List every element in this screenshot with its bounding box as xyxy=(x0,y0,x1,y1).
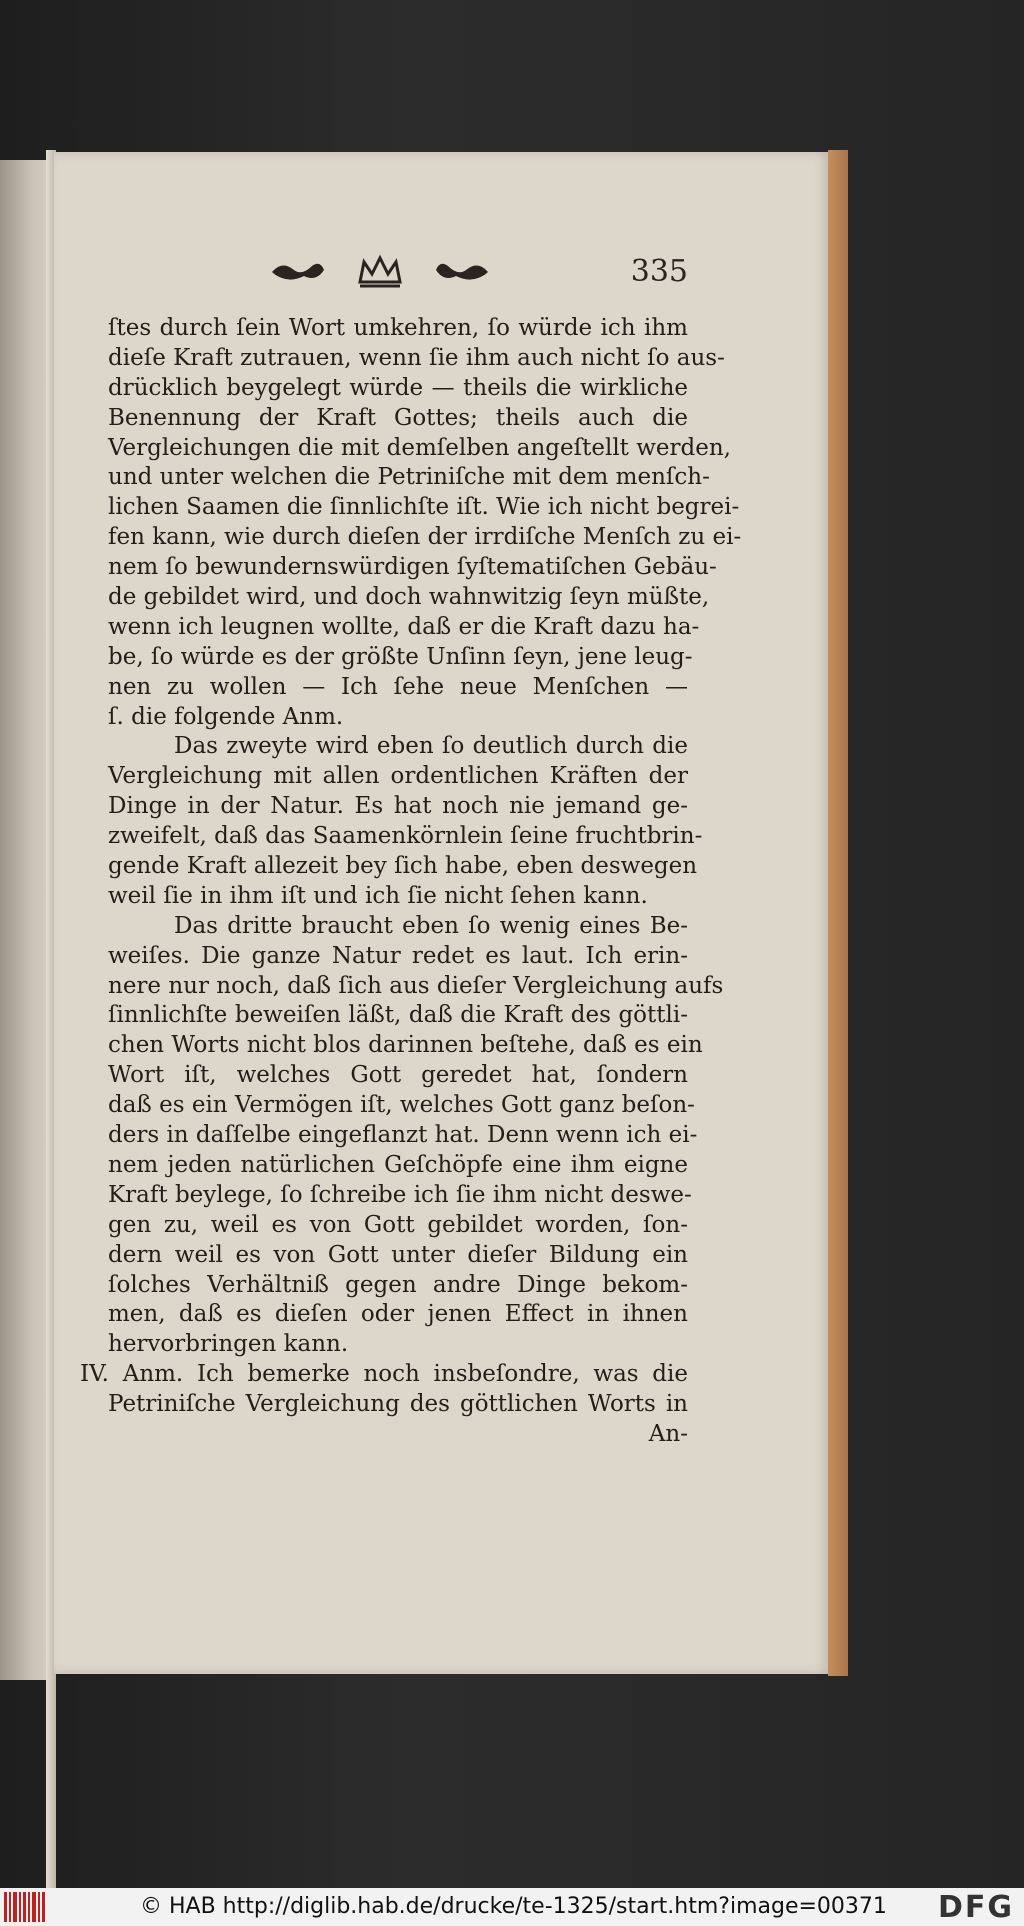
text-line: drücklich beygelegt würde — theils die wirkliche xyxy=(108,374,688,401)
text-line: IV. Anm. Ich bemerke noch insbeſondre, was die xyxy=(80,1361,688,1388)
text-line: de gebildet wird, und doch wahnwitzig ſeyn müßte, xyxy=(108,584,710,611)
text-line: lichen Saamen die ſinnlichſte iſt. Wie ich nicht begrei- xyxy=(108,494,740,521)
text-line: gen zu, weil es von Gott gebildet worden, ſon- xyxy=(108,1211,688,1238)
text-line: hervorbringen kann. xyxy=(108,1331,349,1358)
text-line: Benennung der Kraft Gottes; theils auch die xyxy=(108,404,688,431)
text-line: fen kann, wie durch dieſen der irrdiſche Menſch zu ei- xyxy=(108,524,742,551)
barcode-icon xyxy=(4,1892,48,1922)
crown-ornament-icon xyxy=(356,252,404,292)
text-line: chen Worts nicht blos darinnen beſtehe, daß es ein xyxy=(108,1032,703,1059)
text-line: weil ſie in ihm iſt und ich ſie nicht ſehen kann. xyxy=(108,882,648,909)
page-header xyxy=(268,252,688,296)
copyright-link[interactable]: © HAB http://diglib.hab.de/drucke/te-1325/start.htm?image=00371 xyxy=(140,1894,887,1919)
text-line: men, daß es dieſen oder jenen Effect in ihnen xyxy=(108,1301,688,1328)
text-line: nen zu wollen — Ich ſehe neue Menſchen — xyxy=(108,673,688,700)
text-line: Dinge in der Natur. Es hat noch nie jemand ge- xyxy=(108,793,688,820)
text-line: Das zweyte wird eben ſo deutlich durch die xyxy=(174,733,688,760)
text-line: nem ſo bewundernswürdigen ſyſtematiſchen Gebäu- xyxy=(108,554,717,581)
viewer-footer xyxy=(0,1888,1024,1926)
page-edge xyxy=(828,150,848,1676)
catchword: An- xyxy=(648,1420,688,1447)
text-line: wenn ich leugnen wollte, daß er die Kraft dazu ha- xyxy=(108,613,700,640)
facing-page-edge xyxy=(0,160,52,1680)
text-line: Das dritte braucht eben ſo wenig eines Be- xyxy=(174,912,688,939)
text-line: gende Kraft allezeit bey ſich habe, eben deswegen xyxy=(108,853,698,880)
text-line: zweifelt, daß das Saamenkörnlein ſeine fruchtbrin- xyxy=(108,823,703,850)
body-text xyxy=(80,314,742,1450)
text-line: dern weil es von Gott unter dieſer Bildung ein xyxy=(108,1241,688,1268)
text-line: ſtes durch ſein Wort umkehren, ſo würde ich ihm xyxy=(108,315,688,341)
text-line: Kraft beylege, ſo ſchreibe ich ſie ihm nicht deswe- xyxy=(108,1181,692,1208)
ornament-left-icon xyxy=(268,252,328,292)
text-line: ſolches Verhältniß gegen andre Dinge bekom- xyxy=(108,1271,688,1298)
text-line: ders in daſſelbe eingeflanzt hat. Denn wenn ich ei- xyxy=(108,1122,698,1149)
text-line: daß es ein Vermögen iſt, welches Gott ganz beſon- xyxy=(108,1092,695,1119)
ornament-right-icon xyxy=(432,252,492,292)
text-line: be, ſo würde es der größte Unſinn ſeyn, jene leug- xyxy=(108,643,693,670)
text-line: Wort iſt, welches Gott geredet hat, ſondern xyxy=(108,1062,688,1089)
dfg-logo: DFG xyxy=(937,1890,1014,1925)
page-number: 335 xyxy=(630,254,688,289)
text-line: ſinnlichſte beweiſen läßt, daß die Kraft des göttli- xyxy=(108,1002,688,1029)
text-line: Vergleichung mit allen ordentlichen Kräften der xyxy=(108,763,688,790)
text-line: nere nur noch, daß ſich aus dieſer Vergleichung aufs xyxy=(108,972,724,999)
text-line: dieſe Kraft zutrauen, wenn ſie ihm auch nicht ſo aus- xyxy=(108,344,725,371)
text-line: Petriniſche Vergleichung des göttlichen Worts in xyxy=(108,1391,688,1418)
text-line: Vergleichungen die mit demſelben angeſtellt werden, xyxy=(108,434,731,461)
text-line: nem jeden natürlichen Geſchöpfe eine ihm eigne xyxy=(108,1151,688,1178)
text-line: weiſes. Die ganze Natur redet es laut. Ich erin- xyxy=(108,942,688,969)
text-line: und unter welchen die Petriniſche mit dem menſch- xyxy=(108,464,710,491)
text-line: ſ. die folgende Anm. xyxy=(108,703,344,730)
